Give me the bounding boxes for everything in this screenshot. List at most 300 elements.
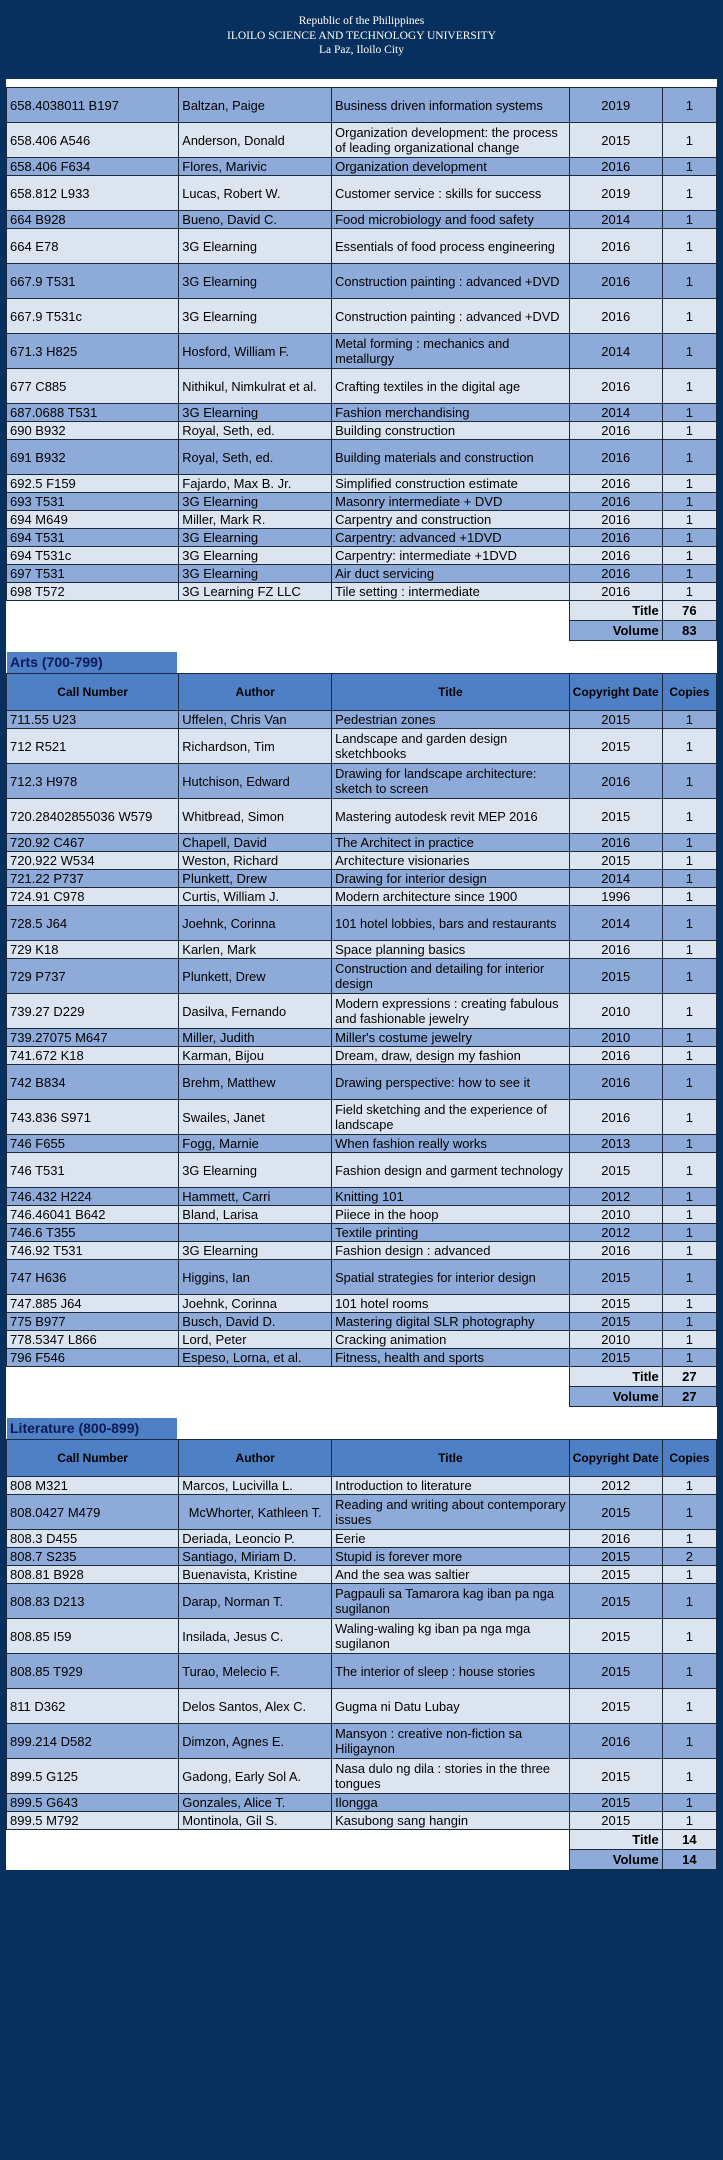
author-cell: Nithikul, Nimkulrat et al. (179, 369, 332, 404)
author-cell: 3G Elearning (179, 529, 332, 547)
year-cell: 2014 (569, 870, 662, 888)
table-row (7, 941, 717, 959)
copies-cell: 1 (662, 834, 716, 852)
report-header (0, 14, 723, 58)
summary-volume-row (7, 1387, 717, 1407)
call-number-cell: 746.92 T531 (7, 1242, 179, 1260)
copies-cell: 1 (662, 547, 716, 565)
table-row (7, 158, 717, 176)
author-cell: Whitbread, Simon (179, 799, 332, 834)
title-cell: Pagpauli sa Tamarora kag iban pa nga sugilanon (332, 1584, 570, 1619)
table-row (7, 88, 717, 123)
title-cell: Masonry intermediate + DVD (332, 493, 570, 511)
copies-cell: 1 (662, 1794, 716, 1812)
title-cell: Construction painting : advanced +DVD (332, 299, 570, 334)
col-header-author: Author (179, 1440, 332, 1477)
year-cell: 2012 (569, 1224, 662, 1242)
year-cell: 2015 (569, 1260, 662, 1295)
year-cell: 2016 (569, 941, 662, 959)
year-cell: 2016 (569, 1065, 662, 1100)
author-cell: Dimzon, Agnes E. (179, 1724, 332, 1759)
copies-cell: 1 (662, 1047, 716, 1065)
call-number-cell: 746.432 H224 (7, 1188, 179, 1206)
call-number-cell: 808.0427 M479 (7, 1495, 179, 1530)
catalog-table (6, 673, 717, 1407)
year-cell: 2016 (569, 440, 662, 475)
call-number-cell: 747.885 J64 (7, 1295, 179, 1313)
table-row (7, 1349, 717, 1367)
title-cell: Architecture visionaries (332, 852, 570, 870)
year-cell: 2015 (569, 711, 662, 729)
call-number-cell: 808.3 D455 (7, 1530, 179, 1548)
call-number-cell: 721.22 P737 (7, 870, 179, 888)
table-row (7, 176, 717, 211)
col-header-copyright-date: Copyright Date (569, 1440, 662, 1477)
author-cell: Joehnk, Corinna (179, 1295, 332, 1313)
title-cell: Waling-waling kg iban pa nga mga sugilanon (332, 1619, 570, 1654)
table-row (7, 1812, 717, 1830)
call-number-cell: 712.3 H978 (7, 764, 179, 799)
author-cell: Hosford, William F. (179, 334, 332, 369)
year-cell: 2015 (569, 1153, 662, 1188)
col-header-copyright-date: Copyright Date (569, 674, 662, 711)
call-number-cell: 658.812 L933 (7, 176, 179, 211)
table-row (7, 729, 717, 764)
copies-cell: 1 (662, 1349, 716, 1367)
year-cell: 2015 (569, 1295, 662, 1313)
table-row (7, 1188, 717, 1206)
call-number-cell: 899.5 G643 (7, 1794, 179, 1812)
header-row (7, 674, 717, 711)
year-cell: 2015 (569, 1759, 662, 1794)
title-cell: The interior of sleep : house stories (332, 1654, 570, 1689)
year-cell: 2016 (569, 1047, 662, 1065)
copies-cell: 1 (662, 583, 716, 601)
copies-cell: 1 (662, 264, 716, 299)
author-cell: Miller, Judith (179, 1029, 332, 1047)
author-cell: Lucas, Robert W. (179, 176, 332, 211)
table-row (7, 211, 717, 229)
author-cell: 3G Elearning (179, 493, 332, 511)
copies-cell: 1 (662, 1566, 716, 1584)
call-number-cell: 658.406 A546 (7, 123, 179, 158)
header-address: La Paz, Iloilo City (319, 44, 404, 56)
call-number-cell: 808.85 I59 (7, 1619, 179, 1654)
title-cell: When fashion really works (332, 1135, 570, 1153)
col-header-copies: Copies (662, 674, 716, 711)
summary-title-row (7, 1830, 717, 1850)
year-cell: 2015 (569, 123, 662, 158)
copies-cell: 1 (662, 711, 716, 729)
table-row (7, 711, 717, 729)
year-cell: 2016 (569, 369, 662, 404)
copies-cell: 1 (662, 1477, 716, 1495)
table-row (7, 264, 717, 299)
author-cell: Dasilva, Fernando (179, 994, 332, 1029)
call-number-cell: 694 M649 (7, 511, 179, 529)
year-cell: 2010 (569, 1331, 662, 1349)
author-cell: 3G Elearning (179, 299, 332, 334)
copies-cell: 1 (662, 1313, 716, 1331)
call-number-cell: 746 T531 (7, 1153, 179, 1188)
year-cell: 2016 (569, 229, 662, 264)
author-cell: Delos Santos, Alex C. (179, 1689, 332, 1724)
copies-cell: 1 (662, 1654, 716, 1689)
author-cell: Hutchison, Edward (179, 764, 332, 799)
catalog-table (6, 87, 717, 641)
title-cell: And the sea was saltier (332, 1566, 570, 1584)
copies-cell: 1 (662, 729, 716, 764)
table-row (7, 1065, 717, 1100)
author-cell: 3G Elearning (179, 547, 332, 565)
year-cell: 2012 (569, 1477, 662, 1495)
call-number-cell: 808.85 T929 (7, 1654, 179, 1689)
title-cell: Essentials of food process engineering (332, 229, 570, 264)
title-cell: Building construction (332, 422, 570, 440)
author-cell: Higgins, Ian (179, 1260, 332, 1295)
year-cell: 2010 (569, 1029, 662, 1047)
copies-cell: 1 (662, 211, 716, 229)
copies-cell: 1 (662, 1029, 716, 1047)
table-row (7, 1548, 717, 1566)
call-number-cell: 808 M321 (7, 1477, 179, 1495)
copies-cell: 1 (662, 334, 716, 369)
year-cell: 2016 (569, 475, 662, 493)
table-row (7, 1584, 717, 1619)
title-cell: Metal forming : mechanics and metallurgy (332, 334, 570, 369)
author-cell: Bland, Larisa (179, 1206, 332, 1224)
table-row (7, 1724, 717, 1759)
call-number-cell: 747 H636 (7, 1260, 179, 1295)
title-cell: Construction and detailing for interior design (332, 959, 570, 994)
title-cell: Organization development: the process of leading organizational change (332, 123, 570, 158)
year-cell: 2016 (569, 583, 662, 601)
year-cell: 2015 (569, 1548, 662, 1566)
table-row (7, 852, 717, 870)
author-cell: Uffelen, Chris Van (179, 711, 332, 729)
summary-volume-value: 83 (662, 621, 716, 641)
table-row (7, 1135, 717, 1153)
top-gap (6, 79, 717, 87)
year-cell: 2016 (569, 529, 662, 547)
call-number-cell: 667.9 T531 (7, 264, 179, 299)
year-cell: 2016 (569, 834, 662, 852)
call-number-cell: 811 D362 (7, 1689, 179, 1724)
copies-cell: 1 (662, 1724, 716, 1759)
author-cell: Espeso, Lorna, et al. (179, 1349, 332, 1367)
author-cell: 3G Learning FZ LLC (179, 583, 332, 601)
author-cell: Karlen, Mark (179, 941, 332, 959)
table-row (7, 1242, 717, 1260)
table-row (7, 1759, 717, 1794)
title-cell: Kasubong sang hangin (332, 1812, 570, 1830)
title-cell: Modern expressions : creating fabulous and fashionable jewelry (332, 994, 570, 1029)
summary-spacer (7, 1830, 570, 1850)
title-cell: Customer service : skills for success (332, 176, 570, 211)
year-cell: 2014 (569, 906, 662, 941)
year-cell: 2015 (569, 1313, 662, 1331)
copies-cell: 1 (662, 123, 716, 158)
title-cell: Landscape and garden design sketchbooks (332, 729, 570, 764)
table-row (7, 1566, 717, 1584)
col-header-title: Title (332, 1440, 570, 1477)
copies-cell: 1 (662, 1135, 716, 1153)
table-row (7, 493, 717, 511)
copies-cell: 1 (662, 1331, 716, 1349)
copies-cell: 1 (662, 511, 716, 529)
author-cell: Karman, Bijou (179, 1047, 332, 1065)
table-row (7, 799, 717, 834)
copies-cell: 1 (662, 1153, 716, 1188)
title-cell: Knitting 101 (332, 1188, 570, 1206)
summary-volume-label: Volume (569, 1850, 662, 1870)
call-number-cell: 671.3 H825 (7, 334, 179, 369)
author-cell: Buenavista, Kristine (179, 1566, 332, 1584)
year-cell: 2016 (569, 511, 662, 529)
author-cell: Santiago, Miriam D. (179, 1548, 332, 1566)
year-cell: 2010 (569, 1206, 662, 1224)
col-header-author: Author (179, 674, 332, 711)
year-cell: 2016 (569, 493, 662, 511)
table-row (7, 1619, 717, 1654)
call-number-cell: 808.7 S235 (7, 1548, 179, 1566)
year-cell: 2015 (569, 1584, 662, 1619)
copies-cell: 1 (662, 529, 716, 547)
title-cell: Carpentry: intermediate +1DVD (332, 547, 570, 565)
call-number-cell: 693 T531 (7, 493, 179, 511)
call-number-cell: 691 B932 (7, 440, 179, 475)
summary-volume-row (7, 1850, 717, 1870)
call-number-cell: 899.214 D582 (7, 1724, 179, 1759)
call-number-cell: 697 T531 (7, 565, 179, 583)
copies-cell: 1 (662, 1242, 716, 1260)
year-cell: 2016 (569, 1100, 662, 1135)
copies-cell: 1 (662, 1812, 716, 1830)
author-cell: Royal, Seth, ed. (179, 422, 332, 440)
copies-cell: 1 (662, 1206, 716, 1224)
title-cell: Field sketching and the experience of landscape (332, 1100, 570, 1135)
table-row (7, 229, 717, 264)
copies-cell: 1 (662, 404, 716, 422)
copies-cell: 1 (662, 1584, 716, 1619)
title-cell: Dream, draw, design my fashion (332, 1047, 570, 1065)
copies-cell: 1 (662, 1759, 716, 1794)
title-cell: Reading and writing about contemporary issues (332, 1495, 570, 1530)
author-cell: Brehm, Matthew (179, 1065, 332, 1100)
summary-volume-value: 14 (662, 1850, 716, 1870)
title-cell: Air duct servicing (332, 565, 570, 583)
summary-spacer (7, 1850, 570, 1870)
summary-volume-label: Volume (569, 621, 662, 641)
title-cell: Nasa dulo ng dila : stories in the three tongues (332, 1759, 570, 1794)
copies-cell: 1 (662, 1530, 716, 1548)
table-row (7, 369, 717, 404)
author-cell: Fogg, Marnie (179, 1135, 332, 1153)
year-cell: 2010 (569, 994, 662, 1029)
author-cell: 3G Elearning (179, 229, 332, 264)
year-cell: 2015 (569, 1566, 662, 1584)
author-cell: Flores, Marivic (179, 158, 332, 176)
summary-spacer (7, 621, 570, 641)
call-number-cell: 899.5 M792 (7, 1812, 179, 1830)
summary-title-row (7, 601, 717, 621)
copies-cell: 1 (662, 1100, 716, 1135)
call-number-cell: 796 F546 (7, 1349, 179, 1367)
summary-spacer (7, 1387, 570, 1407)
table-row (7, 1654, 717, 1689)
author-cell: Montinola, Gil S. (179, 1812, 332, 1830)
year-cell: 2019 (569, 176, 662, 211)
author-cell: Plunkett, Drew (179, 959, 332, 994)
year-cell: 2016 (569, 547, 662, 565)
author-cell: Marcos, Lucivilla L. (179, 1477, 332, 1495)
author-cell: Darap, Norman T. (179, 1584, 332, 1619)
table-row (7, 565, 717, 583)
call-number-cell: 808.83 D213 (7, 1584, 179, 1619)
title-cell: Ilongga (332, 1794, 570, 1812)
summary-spacer (7, 1367, 570, 1387)
call-number-cell: 746.6 T355 (7, 1224, 179, 1242)
table-row (7, 529, 717, 547)
title-cell: Drawing perspective: how to see it (332, 1065, 570, 1100)
author-cell: 3G Elearning (179, 1153, 332, 1188)
header-university: ILOILO SCIENCE AND TECHNOLOGY UNIVERSITY (227, 29, 496, 42)
title-cell: Pedestrian zones (332, 711, 570, 729)
summary-title-label: Title (569, 1830, 662, 1850)
title-cell: Fashion merchandising (332, 404, 570, 422)
copies-cell: 1 (662, 229, 716, 264)
copies-cell: 1 (662, 493, 716, 511)
call-number-cell: 741.672 K18 (7, 1047, 179, 1065)
table-row (7, 1313, 717, 1331)
table-row (7, 1477, 717, 1495)
author-cell: Busch, David D. (179, 1313, 332, 1331)
call-number-cell: 739.27 D229 (7, 994, 179, 1029)
call-number-cell: 720.28402855036 W579 (7, 799, 179, 834)
author-cell: 3G Elearning (179, 264, 332, 299)
title-cell: Drawing for landscape architecture: sketch to screen (332, 764, 570, 799)
copies-cell: 1 (662, 1065, 716, 1100)
call-number-cell: 743.836 S971 (7, 1100, 179, 1135)
author-cell: Fajardo, Max B. Jr. (179, 475, 332, 493)
call-number-cell: 712 R521 (7, 729, 179, 764)
table-row (7, 1495, 717, 1530)
call-number-cell: 724.91 C978 (7, 888, 179, 906)
call-number-cell: 692.5 F159 (7, 475, 179, 493)
title-cell: Miller's costume jewelry (332, 1029, 570, 1047)
summary-title-label: Title (569, 1367, 662, 1387)
table-row (7, 511, 717, 529)
author-cell: Baltzan, Paige (179, 88, 332, 123)
header-country: Republic of the Philippines (298, 15, 425, 27)
copies-cell: 1 (662, 1619, 716, 1654)
author-cell: Curtis, William J. (179, 888, 332, 906)
year-cell: 2015 (569, 1794, 662, 1812)
author-cell: Royal, Seth, ed. (179, 440, 332, 475)
year-cell: 2012 (569, 1188, 662, 1206)
year-cell: 2015 (569, 799, 662, 834)
table-row (7, 583, 717, 601)
year-cell: 2015 (569, 852, 662, 870)
section-heading: Arts (700-799) (7, 652, 177, 673)
call-number-cell: 742 B834 (7, 1065, 179, 1100)
copies-cell: 1 (662, 475, 716, 493)
table-row (7, 334, 717, 369)
title-cell: Gugma ni Datu Lubay (332, 1689, 570, 1724)
author-cell: Miller, Mark R. (179, 511, 332, 529)
title-cell: Organization development (332, 158, 570, 176)
author-cell: Insilada, Jesus C. (179, 1619, 332, 1654)
copies-cell: 2 (662, 1548, 716, 1566)
title-cell: Fashion design : advanced (332, 1242, 570, 1260)
title-cell: Piiece in the hoop (332, 1206, 570, 1224)
col-header-title: Title (332, 674, 570, 711)
title-cell: The Architect in practice (332, 834, 570, 852)
year-cell: 2013 (569, 1135, 662, 1153)
call-number-cell: 746 F655 (7, 1135, 179, 1153)
summary-volume-row (7, 621, 717, 641)
table-row (7, 123, 717, 158)
call-number-cell: 694 T531 (7, 529, 179, 547)
copies-cell: 1 (662, 158, 716, 176)
author-cell: Weston, Richard (179, 852, 332, 870)
table-row (7, 1224, 717, 1242)
year-cell: 2015 (569, 1654, 662, 1689)
table-row (7, 888, 717, 906)
title-cell: Space planning basics (332, 941, 570, 959)
year-cell: 2014 (569, 404, 662, 422)
author-cell: Richardson, Tim (179, 729, 332, 764)
table-row (7, 1689, 717, 1724)
copies-cell: 1 (662, 440, 716, 475)
table-row (7, 1047, 717, 1065)
section-heading-band (6, 1407, 717, 1439)
copies-cell: 1 (662, 1260, 716, 1295)
table-row (7, 994, 717, 1029)
call-number-cell: 778.5347 L866 (7, 1331, 179, 1349)
table-row (7, 1206, 717, 1224)
table-row (7, 1260, 717, 1295)
report-page (6, 79, 717, 1870)
author-cell: 3G Elearning (179, 565, 332, 583)
copies-cell: 1 (662, 906, 716, 941)
title-cell: Textile printing (332, 1224, 570, 1242)
author-cell: Deriada, Leoncio P. (179, 1530, 332, 1548)
title-cell: Modern architecture since 1900 (332, 888, 570, 906)
year-cell: 2016 (569, 1242, 662, 1260)
copies-cell: 1 (662, 1224, 716, 1242)
table-row (7, 1153, 717, 1188)
call-number-cell: 698 T572 (7, 583, 179, 601)
year-cell: 2015 (569, 1689, 662, 1724)
call-number-cell: 687.0688 T531 (7, 404, 179, 422)
year-cell: 2016 (569, 565, 662, 583)
copies-cell: 1 (662, 941, 716, 959)
summary-volume-value: 27 (662, 1387, 716, 1407)
copies-cell: 1 (662, 799, 716, 834)
copies-cell: 1 (662, 1188, 716, 1206)
table-row (7, 906, 717, 941)
table-row (7, 404, 717, 422)
call-number-cell: 690 B932 (7, 422, 179, 440)
call-number-cell: 775 B977 (7, 1313, 179, 1331)
title-cell: Carpentry and construction (332, 511, 570, 529)
copies-cell: 1 (662, 176, 716, 211)
section-heading: Literature (800-899) (7, 1418, 177, 1439)
year-cell: 2016 (569, 422, 662, 440)
year-cell: 2016 (569, 299, 662, 334)
author-cell: Gadong, Early Sol A. (179, 1759, 332, 1794)
